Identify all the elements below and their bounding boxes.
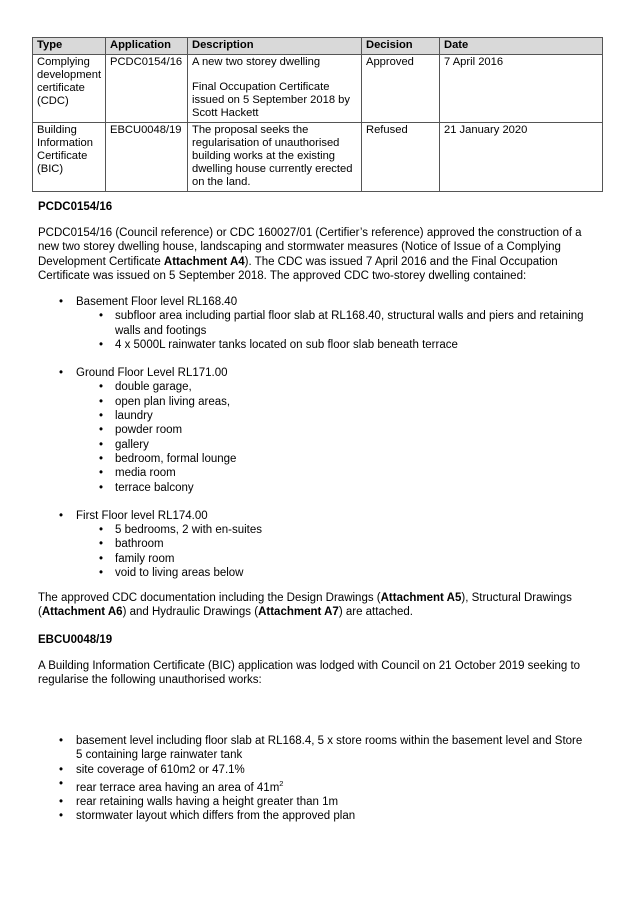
list-item: • void to living areas below <box>0 566 620 580</box>
cell-decision: Approved <box>362 55 440 123</box>
section-heading-ebcu: EBCU0048/19 <box>38 634 113 646</box>
table-row <box>33 123 603 192</box>
cell-decision: Refused <box>362 123 440 192</box>
table-header-row <box>33 38 603 55</box>
applications-table <box>32 37 603 192</box>
header-decision: Decision <box>362 38 440 55</box>
header-type: Type <box>33 38 106 55</box>
list-item: • site coverage of 610m2 or 47.1% <box>0 763 620 777</box>
pcdc-paragraph: PCDC0154/16 (Council reference) or CDC 160027/01 (Certifier’s reference) approved the construction of a new two storey dwelling house, landscaping and stormwater measures (Notice of Issue of a Complying Development Certificate Attachment A4). The CDC was issued 7 April 2016 and the Final Occupation Certificate was issued on 5 September 2018. The approved CDC two-storey dwelling contained: <box>38 227 582 282</box>
list-item: • rear terrace area having an area of $41m^2$ <box>0 777 620 795</box>
level-basement: • Basement Floor level RL168.40 <box>0 295 620 309</box>
list-item: • family room <box>0 552 620 566</box>
cell-date: 21 January 2020 <box>440 123 603 192</box>
list-item: • terrace balcony <box>0 481 620 495</box>
list-item: • powder room <box>0 423 620 437</box>
table-row <box>33 55 603 123</box>
cell-application: PCDC0154/16 <box>106 55 188 123</box>
header-description: Description <box>188 38 362 55</box>
cell-description <box>188 55 362 123</box>
cell-description: The proposal seeks the regularisation of unauthorised building works at the existing dwelling house currently erected on the land. <box>188 123 362 192</box>
list-item: • stormwater layout which differs from the approved plan <box>0 809 620 823</box>
cell-date: 7 April 2016 <box>440 55 603 123</box>
description-note: Final Occupation Certificate issued on 5 September 2018 by Scott Hackett <box>192 81 350 119</box>
list-item: • basement level including floor slab at RL168.4, 5 x store rooms within the basement level and Store 5 containing large rainwater tank <box>0 734 620 763</box>
list-item: • gallery <box>0 438 620 452</box>
description-line: A new two storey dwelling <box>192 56 321 68</box>
cell-type: Complying development certificate (CDC) <box>33 55 106 123</box>
superscript: 2 <box>279 778 284 788</box>
list-item: • bedroom, formal lounge <box>0 452 620 466</box>
list-item: • 4 x 5000L rainwater tanks located on sub floor slab beneath terrace <box>0 338 620 352</box>
cell-application: EBCU0048/19 <box>106 123 188 192</box>
list-item: • rear retaining walls having a height greater than 1m <box>0 795 620 809</box>
attachment-ref: Attachment A7 <box>258 606 339 619</box>
section-heading-pcdc: PCDC0154/16 <box>38 201 113 213</box>
list-item: • 5 bedrooms, 2 with en-suites <box>0 523 620 537</box>
attachment-ref: Attachment A4 <box>163 255 245 268</box>
list-item: • open plan living areas, <box>0 395 620 409</box>
header-date: Date <box>440 38 603 55</box>
list-item: • double garage, <box>0 380 620 394</box>
list-item: • laundry <box>0 409 620 423</box>
cell-type: Building Information Certificate (BIC) <box>33 123 106 192</box>
header-application: Application <box>106 38 188 55</box>
ebcu-paragraph: A Building Information Certificate (BIC) application was lodged with Council on 21 October 2019 seeking to regularise the following unauthorised works: <box>38 660 581 687</box>
levels-list <box>0 295 620 580</box>
attachment-ref: Attachment A6 <box>41 606 123 619</box>
list-item: • media room <box>0 466 620 480</box>
documentation-paragraph: The approved CDC documentation including the Design Drawings (Attachment A5), Structural Drawings (Attachment A6) and Hydraulic Drawings (Attachment A7) are attached. <box>38 592 572 619</box>
list-item: • bathroom <box>0 537 620 551</box>
level-ground: • Ground Floor Level RL171.00 <box>0 366 620 380</box>
level-first: • First Floor level RL174.00 <box>0 509 620 523</box>
unauthorised-works-list <box>0 734 620 824</box>
list-item: • subfloor area including partial floor slab at RL168.40, structural walls and piers and retaining walls and footings <box>0 309 620 338</box>
attachment-ref: Attachment A5 <box>380 592 462 604</box>
